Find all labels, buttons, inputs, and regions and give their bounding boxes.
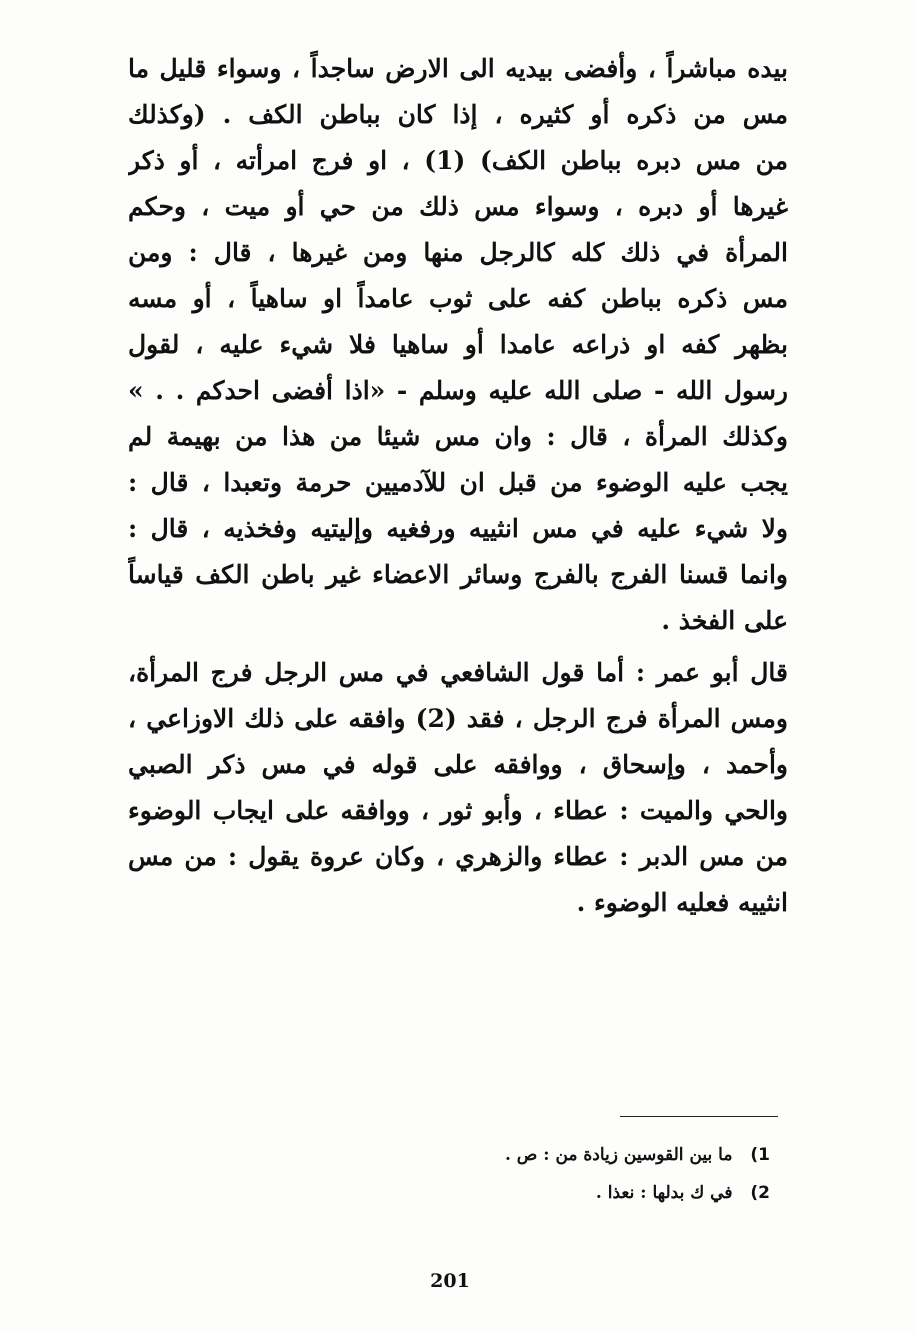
text-line: رسول الله - صلى الله عليه وسلم - «اذا أفضى احدكم . . »	[128, 376, 788, 405]
text-line: المرأة في ذلك كله كالرجل منها ومن غيرها ، قال : ومن	[128, 238, 788, 267]
footnote-2	[400, 1174, 770, 1212]
paragraph-1	[128, 46, 788, 644]
text-line: مس ذكره بباطن كفه على ثوب عامداً او ساهياً ، أو مسه	[128, 284, 788, 313]
footnote-1	[400, 1136, 770, 1174]
text-line: قال أبو عمر : أما قول الشافعي في مس الرجل فرج المرأة،	[128, 658, 788, 687]
text-line: والحي والميت : عطاء ، وأبو ثور ، ووافقه على ايجاب الوضوء	[128, 796, 788, 825]
text-line: على الفخذ .	[661, 606, 788, 635]
text-line: وكذلك المرأة ، قال : وان مس شيئا من هذا من بهيمة لم	[128, 422, 788, 451]
text-line: وأحمد ، وإسحاق ، ووافقه على قوله في مس ذكر الصبي	[128, 750, 788, 779]
text-line: وانما قسنا الفرج بالفرج وسائر الاعضاء غير باطن الكف قياساً	[128, 560, 788, 589]
text-line: بيده مباشراً ، وأفضى بيديه الى الارض ساجداً ، وسواء قليل ما	[128, 54, 788, 83]
text-line: انثييه فعليه الوضوء .	[576, 888, 788, 917]
paragraph-2	[128, 650, 788, 926]
text-line: يجب عليه الوضوء من قبل ان للآدميين حرمة وتعبدا ، قال :	[128, 468, 788, 497]
footnote-text: ما بين القوسين زيادة من : ص .	[504, 1145, 733, 1165]
footnote-divider	[620, 1116, 778, 1117]
text-line: من مس الدبر : عطاء والزهري ، وكان عروة يقول : من مس	[128, 842, 788, 871]
text-line: بظهر كفه او ذراعه عامدا أو ساهيا فلا شيء عليه ، لقول	[128, 330, 788, 359]
footnote-number: 2)	[750, 1183, 770, 1203]
text-line: غيرها أو دبره ، وسواء مس ذلك من حي أو ميت ، وحكم	[128, 192, 788, 221]
text-line: مس من ذكره أو كثيره ، إذا كان بباطن الكف . (وكذلك	[128, 100, 788, 129]
text-line: ومس المرأة فرج الرجل ، فقد (2) وافقه على ذلك الاوزاعي ،	[128, 704, 788, 733]
page-number: 201	[430, 1270, 470, 1292]
footnote-number: 1)	[750, 1145, 770, 1165]
footnotes	[400, 1136, 770, 1212]
text-line: ولا شيء عليه في مس انثييه ورفغيه وإليتيه وفخذيه ، قال :	[128, 514, 788, 543]
text-line: من مس دبره بباطن الكف) (1) ، او فرج امرأته ، أو ذكر	[128, 146, 788, 175]
footnote-text: في ك بدلها : نعذا .	[595, 1183, 733, 1203]
